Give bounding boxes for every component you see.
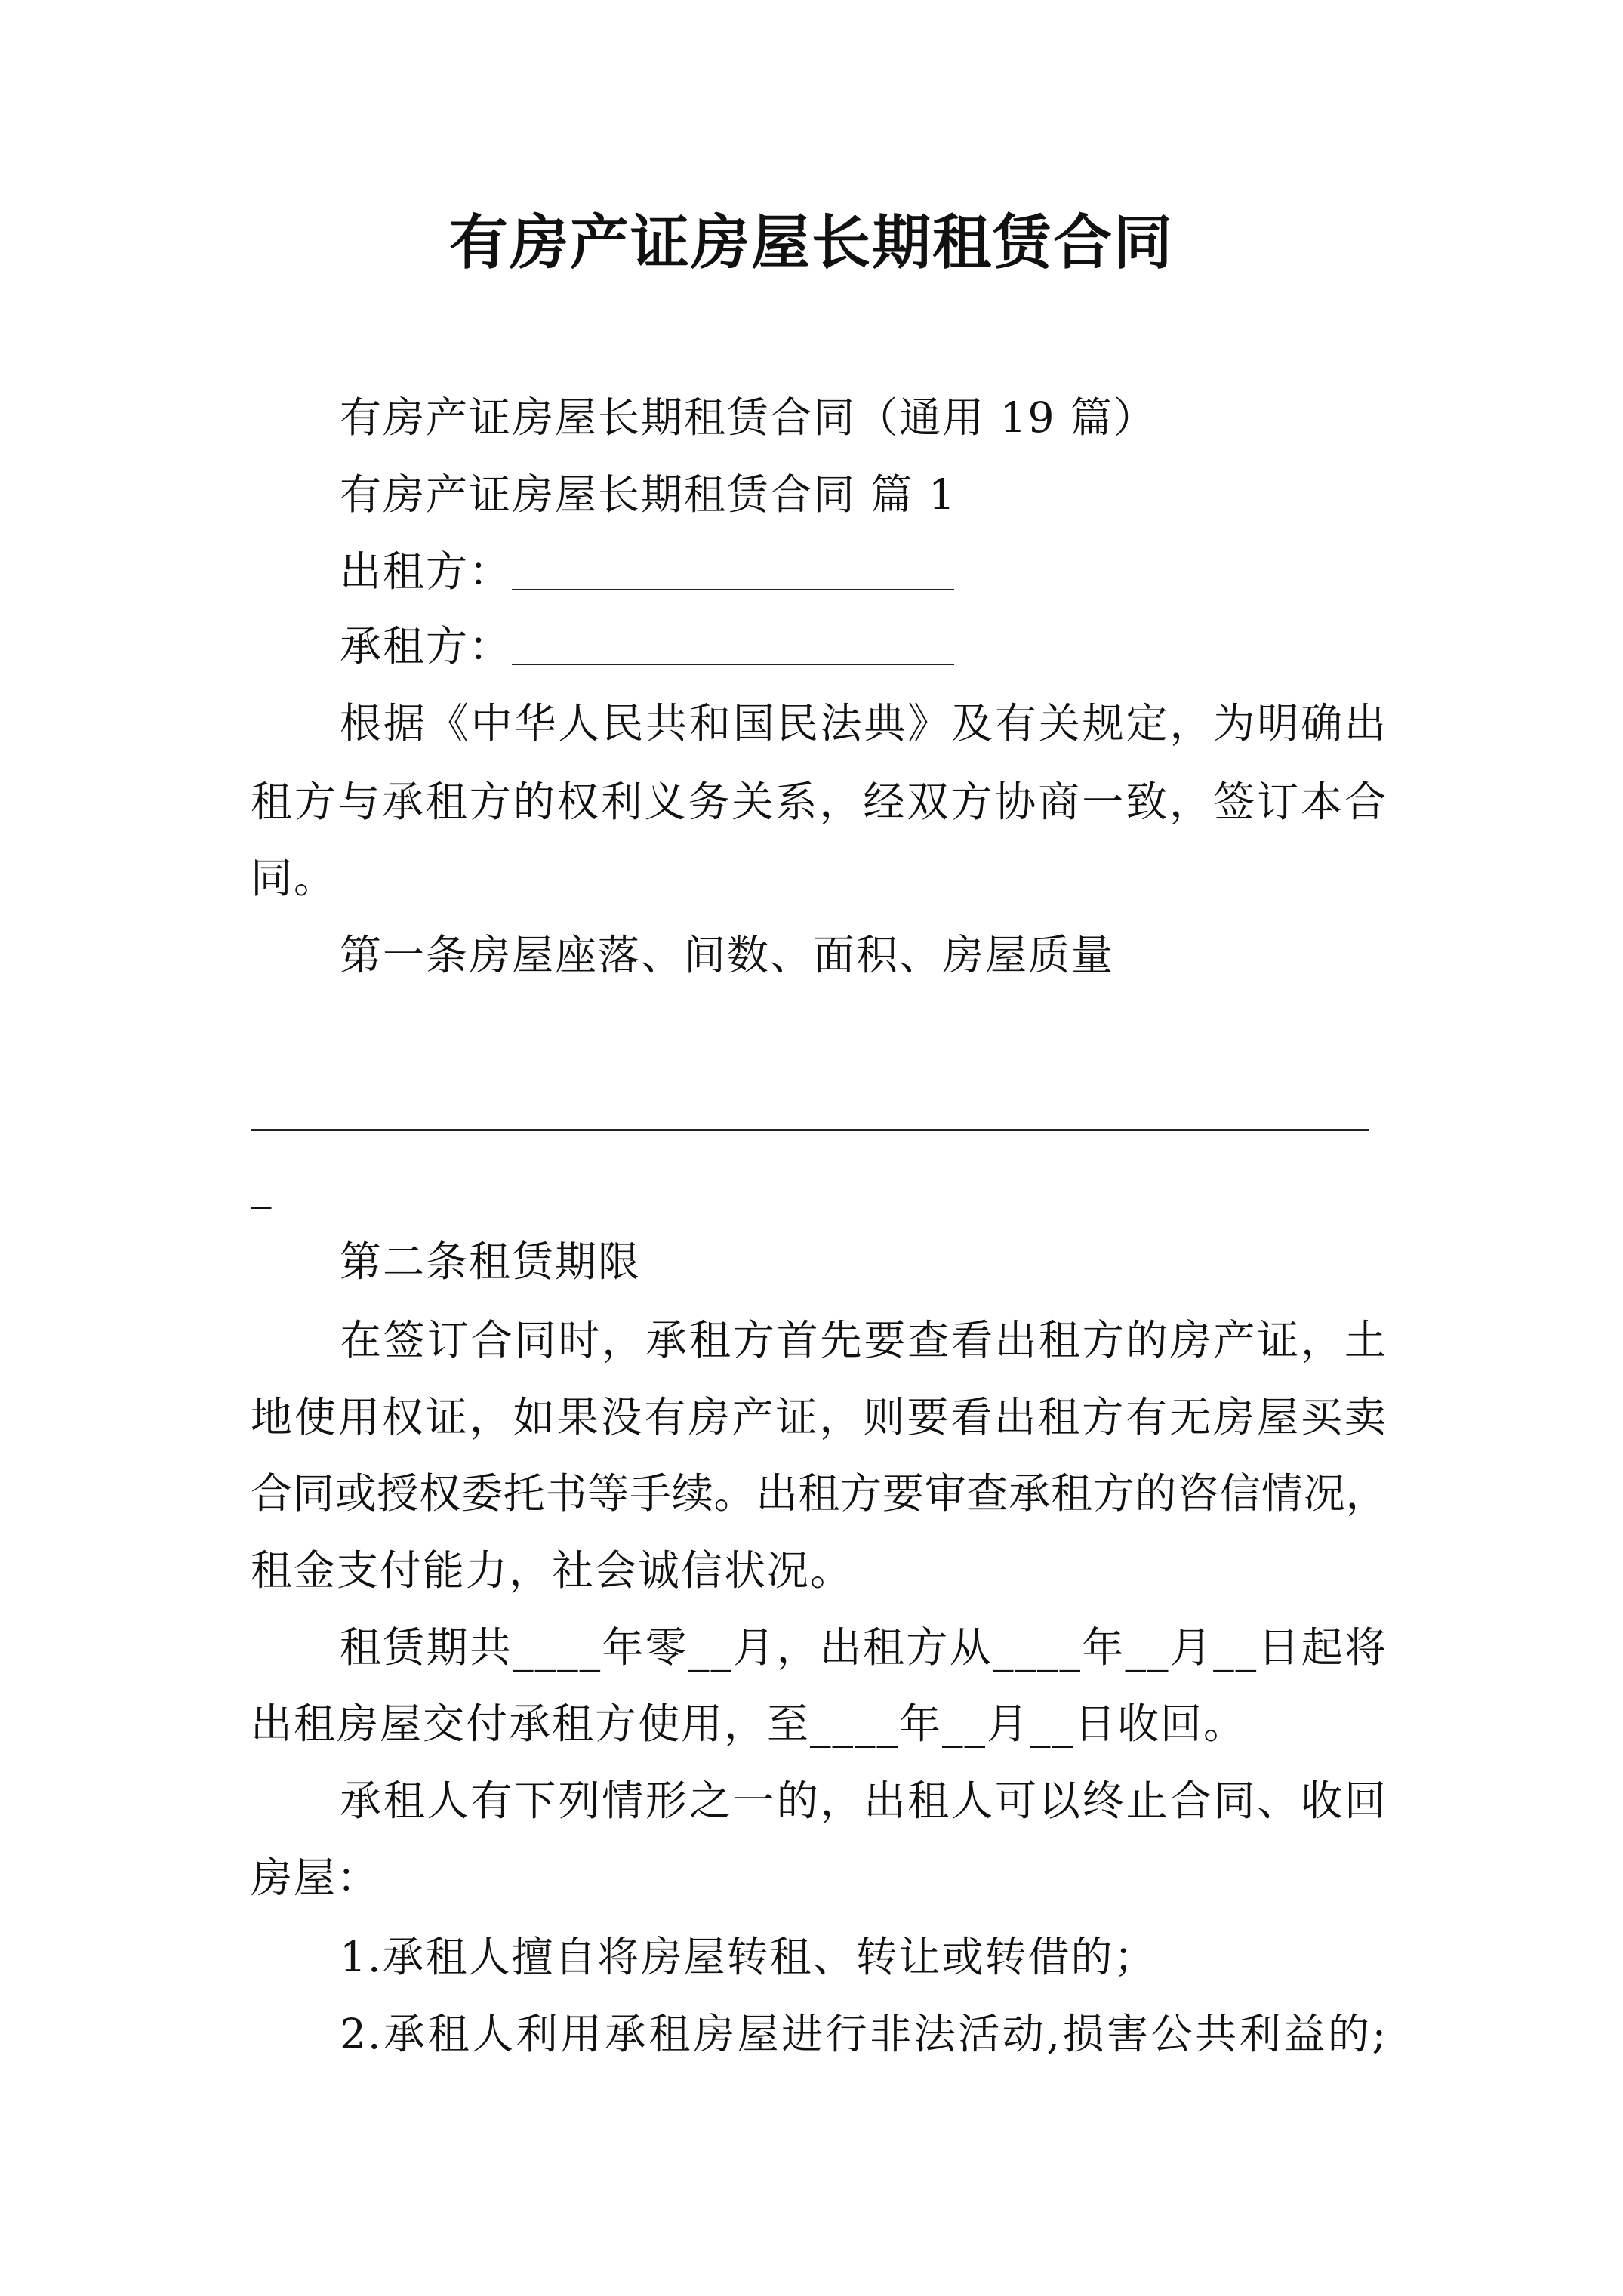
lessee-label: 承租方： bbox=[340, 622, 513, 670]
preamble-line: 根据《中华人民共和国民法典》及有关规定，为明确出 bbox=[340, 699, 1387, 747]
preamble-line: 同。 bbox=[251, 854, 337, 902]
paragraph-line: 租赁期共____年零__月，出租方从____年__月__日起将 bbox=[340, 1623, 1387, 1672]
article-1-heading: 第一条房屋座落、间数、面积、房屋质量 bbox=[340, 931, 1115, 979]
list-item: 2.承租人利用承租房屋进行非法活动,损害公共利益的; bbox=[340, 2010, 1387, 2058]
list-item: 1.承租人擅自将房屋转租、转让或转借的； bbox=[340, 1933, 1157, 1981]
paragraph-line: 房屋： bbox=[251, 1854, 380, 1902]
blank-fill-tail: _ bbox=[251, 1160, 273, 1209]
document-title: 有房产证房屋长期租赁合同 bbox=[448, 208, 1174, 277]
paragraph-line: 出租房屋交付承租方使用，至____年__月__日收回。 bbox=[251, 1700, 1247, 1748]
article-2-heading: 第二条租赁期限 bbox=[340, 1237, 642, 1286]
lessor-line bbox=[340, 533, 1387, 610]
paragraph-line: 承租人有下列情形之一的，出租人可以终止合同、收回 bbox=[340, 1777, 1387, 1825]
lessor-blank-field bbox=[512, 559, 954, 590]
paragraph-line: 地使用权证，如果没有房产证，则要看出租方有无房屋买卖 bbox=[251, 1393, 1387, 1441]
lessee-blank-field bbox=[512, 633, 954, 665]
part-heading: 有房产证房屋长期租赁合同 篇 1 bbox=[340, 470, 956, 519]
blank-fill-line bbox=[251, 1129, 1369, 1131]
paragraph-line: 租金支付能力，社会诚信状况。 bbox=[251, 1546, 854, 1595]
lessee-line bbox=[340, 608, 1387, 685]
preamble-line: 租方与承租方的权利义务关系，经双方协商一致，签订本合 bbox=[251, 778, 1387, 826]
document-subtitle: 有房产证房屋长期租赁合同（通用 19 篇） bbox=[340, 393, 1156, 442]
paragraph-line: 在签订合同时，承租方首先要查看出租方的房产证，土 bbox=[340, 1316, 1387, 1364]
paragraph-line: 合同或授权委托书等手续。出租方要审查承租方的咨信情况， bbox=[251, 1469, 1387, 1518]
lessor-label: 出租方： bbox=[340, 547, 513, 596]
